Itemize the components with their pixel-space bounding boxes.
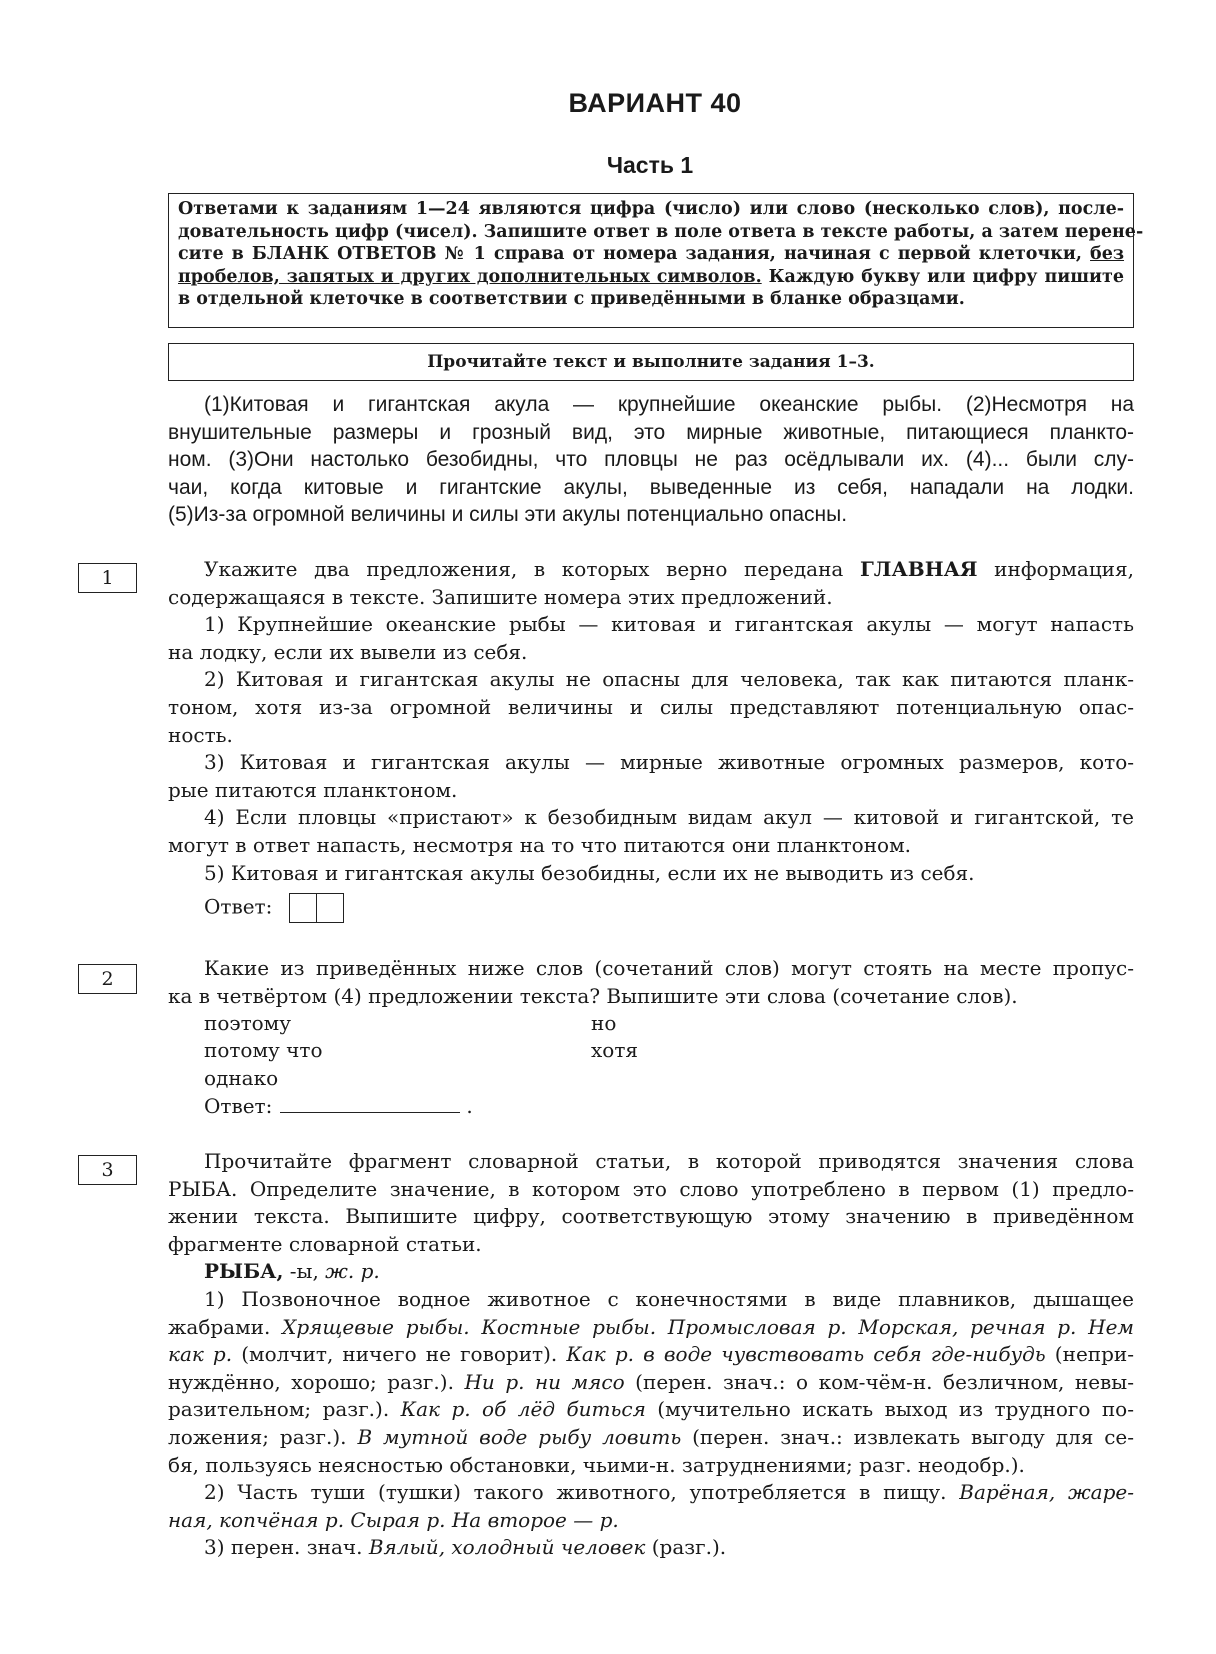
answer-end: .	[466, 1094, 473, 1119]
def-example: Хрящевые рыбы. Костные рыбы. Промысловая р. Морская, речная р. Нем	[282, 1314, 1134, 1339]
def-text: (разг.).	[645, 1535, 727, 1560]
word-option: потому что	[204, 1038, 323, 1063]
def-example: ная, копчёная р. Сырая р. На второе — р.	[168, 1507, 619, 1532]
word-options	[168, 1010, 1134, 1093]
answer-cell-1[interactable]	[289, 893, 317, 923]
dictionary-headword	[168, 1258, 1134, 1286]
task-question-line: Прочитайте фрагмент словарной статьи, в которой приводятся значения слова	[204, 1149, 1134, 1173]
def-text: (молчит, ничего не говорит).	[232, 1342, 567, 1367]
def-text: ложения; разг.).	[168, 1424, 358, 1449]
def-text: 2) Часть туши (тушки) такого животного, употребляется в пищу.	[204, 1480, 960, 1505]
word-option: хотя	[591, 1038, 639, 1063]
definition-line	[168, 1424, 1134, 1452]
headword-suffix: -ы,	[283, 1259, 326, 1284]
question-emphasis: ГЛАВНАЯ	[860, 557, 978, 581]
definition-line	[168, 1507, 1134, 1535]
headword: РЫБА,	[204, 1259, 284, 1284]
option-line: 5) Китовая и гигантская акулы безобидны, если их не выводить из себя.	[204, 860, 975, 885]
task-2	[168, 955, 1134, 1121]
instructions-line	[178, 243, 1124, 266]
def-text: разительном; разг.).	[168, 1397, 401, 1422]
task-number-1: 1	[78, 563, 137, 593]
task-number-2: 2	[78, 964, 137, 994]
instructions-underlined: пробелов, запятых и других дополнительных символов.	[178, 266, 762, 287]
def-text: (перен. знач.: о ком-чём-н. безличном, невы-	[624, 1369, 1134, 1394]
instructions-box	[168, 193, 1144, 328]
part-heading: Часть 1	[606, 152, 694, 178]
reading-prompt-box	[168, 343, 1134, 381]
definition-line	[168, 1396, 1134, 1424]
passage-line: ном. (3)Они настолько безобидны, что пловцы не раз осёдлывали их. (4)... были слу-	[168, 448, 1134, 471]
option-line: на лодку, если их вывели из себя.	[168, 639, 528, 664]
task-question-line: фрагменте словарной статьи.	[168, 1231, 482, 1256]
instructions-text: сите в БЛАНК ОТВЕТОВ № 1 справа от номера задания, начиная с первой клеточки,	[178, 244, 1082, 264]
passage-line: (5)Из-за огромной величины и силы эти акулы потенциально опасны.	[168, 503, 848, 526]
task-question-line: содержащаяся в тексте. Запишите номера этих предложений.	[168, 584, 833, 609]
def-text: 3) перен. знач.	[204, 1535, 369, 1560]
task-question-line: ка в четвёртом (4) предложении текста? Выпишите эти слова (сочетание слов).	[168, 983, 1018, 1008]
passage-line: (1)Китовая и гигантская акула — крупнейшие океанские рыбы. (2)Несмотря на	[204, 393, 1134, 416]
instructions-line	[178, 266, 1124, 289]
task-question-line: жении текста. Выпишите цифру, соответствующую этому значению в приведённом	[168, 1204, 1134, 1229]
definition-line: 1) Позвоночное водное животное с конечностями в виде плавников, дышащее	[204, 1286, 1134, 1311]
def-text: (непри-	[1045, 1342, 1134, 1367]
word-option: однако	[204, 1066, 279, 1091]
reading-prompt: Прочитайте текст и выполните задания 1–3.	[427, 352, 875, 372]
option-line: 4) Если пловцы «пристают» к безобидным видам акул — китовой и гигантской, те	[204, 805, 1134, 830]
def-text: (перен. знач.: извлекать выгоду для се-	[681, 1424, 1135, 1449]
def-example: Варёная, жаре-	[959, 1480, 1134, 1505]
option-line: 2) Китовая и гигантская акулы не опасны для человека, так как питаются планк-	[204, 667, 1134, 692]
instructions-line: Ответами к заданиям 1—24 являются цифра (число) или слово (несколько слов), после-	[178, 199, 1124, 219]
instructions-text: Каждую букву или цифру пишите	[761, 266, 1125, 287]
definition-line	[168, 1341, 1134, 1369]
def-text: жабрами.	[168, 1314, 283, 1339]
task-3	[168, 1148, 1134, 1562]
def-example: Как р. об лёд биться	[400, 1397, 646, 1422]
task-number-3: 3	[78, 1155, 137, 1185]
option-line: ность.	[168, 722, 233, 747]
option-line: рые питаются планктоном.	[168, 777, 458, 802]
answer-label: Ответ:	[204, 894, 273, 919]
definition-line	[168, 1534, 1134, 1562]
answer-label: Ответ:	[204, 1094, 273, 1119]
word-option: но	[591, 1011, 617, 1036]
def-text: нуждённо, хорошо; разг.).	[168, 1369, 465, 1394]
question-text: Укажите два предложения, в которых верно передана	[204, 557, 860, 581]
instructions-line: довательность цифр (чисел). Запишите ответ в поле ответа в тексте работы, а затем перене-	[178, 221, 1144, 242]
definition-line	[168, 1479, 1134, 1507]
def-text: (мучительно искать выход из трудного по-	[645, 1397, 1134, 1422]
def-example: Ни р. ни мясо	[464, 1369, 625, 1394]
def-example: как р.	[168, 1342, 233, 1367]
option-line: тоном, хотя из-за огромной величины и силы представляют потенциальную опас-	[168, 694, 1134, 719]
answer-line[interactable]	[280, 1112, 460, 1113]
question-text: информация,	[977, 557, 1134, 581]
def-example: В мутной воде рыбу ловить	[357, 1424, 682, 1449]
task-question-line: Какие из приведённых ниже слов (сочетаний слов) могут стоять на месте пропус-	[204, 956, 1134, 980]
answer-row	[168, 893, 1134, 923]
option-line: 3) Китовая и гигантская акулы — мирные животные огромных размеров, кото-	[204, 750, 1134, 775]
option-line: 1) Крупнейшие океанские рыбы — китовая и гигантская акулы — могут напасть	[204, 612, 1134, 637]
definition-line	[168, 1369, 1134, 1397]
answer-row	[168, 1093, 1134, 1121]
page-title: ВАРИАНТ 40	[568, 88, 742, 118]
passage-text	[168, 391, 1134, 529]
passage-line: внушительные размеры и грозный вид, это мирные животные, питающиеся планкто-	[168, 420, 1134, 444]
option-line: могут в ответ напасть, несмотря на то что питаются они планктоном.	[168, 832, 911, 857]
passage-line: чаи, когда китовые и гигантские акулы, выведенные из себя, нападали на лодки.	[168, 475, 1134, 499]
definition-line	[168, 1314, 1134, 1342]
instructions-line: в отдельной клеточке в соответствии с приведёнными в бланке образцами.	[178, 289, 965, 309]
instructions-underlined: без	[1090, 244, 1125, 264]
task-1	[168, 556, 1134, 923]
def-example: Как р. в воде чувствовать себя где-нибудь	[566, 1342, 1046, 1367]
answer-cell-2[interactable]	[316, 893, 344, 923]
def-example: Вялый, холодный человек	[368, 1535, 646, 1560]
task-question-line	[168, 556, 1134, 584]
word-option: поэтому	[204, 1011, 292, 1036]
task-question-line: РЫБА. Определите значение, в котором это слово употреблено в первом (1) предло-	[168, 1176, 1134, 1201]
definition-line: бя, пользуясь неясностью обстановки, чьими-н. затруднениями; разг. неодобр.).	[168, 1452, 1025, 1477]
headword-gender: ж. р.	[325, 1259, 380, 1284]
